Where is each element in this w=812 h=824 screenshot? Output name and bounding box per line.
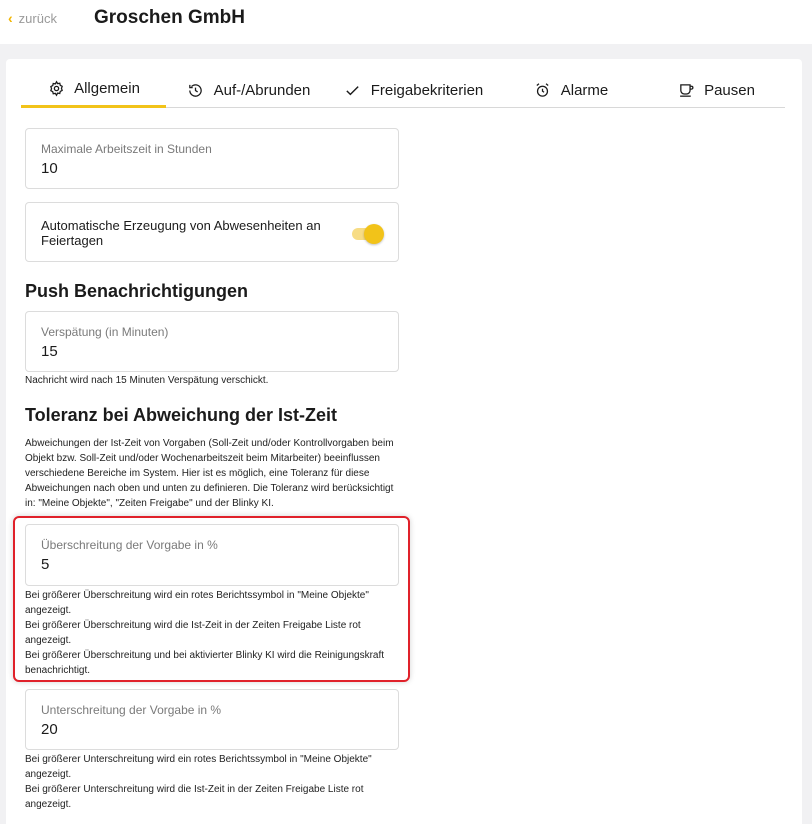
tab-bar <box>21 72 785 108</box>
field-value: 20 <box>41 721 58 738</box>
top-bar <box>0 0 812 44</box>
tab-label: Freigabekriterien <box>370 81 484 99</box>
field-label: Überschreitung der Vorgabe in % <box>41 538 218 552</box>
over-tolerance-field[interactable] <box>25 524 399 586</box>
under-tolerance-field[interactable] <box>25 689 399 750</box>
field-label: Verspätung (in Minuten) <box>41 325 169 339</box>
under-hint-1: Bei größerer Unterschreitung wird ein rotes Berichtssymbol in "Meine Objekte" angezeigt. <box>25 754 372 780</box>
field-label: Unterschreitung der Vorgabe in % <box>41 703 222 717</box>
auto-absence-toggle[interactable] <box>350 223 384 243</box>
settings-card <box>6 59 802 824</box>
toggle-knob <box>364 224 384 244</box>
delay-hint: Nachricht wird nach 15 Minuten Verspätung verschickt. <box>25 375 269 386</box>
coffee-icon <box>677 81 695 99</box>
delay-field[interactable] <box>25 311 399 372</box>
push-heading: Push Benachrichtigungen <box>25 281 249 301</box>
back-label: zurück <box>18 10 57 26</box>
chevron-left-icon: ‹ <box>8 10 13 26</box>
auto-absence-label: Automatische Erzeugung von Abwesenheiten an Feiertagen <box>41 218 321 248</box>
check-icon <box>344 81 362 99</box>
field-value: 15 <box>41 343 58 360</box>
tab-label: Alarme <box>560 81 609 99</box>
page-title: Groschen GmbH <box>94 7 245 28</box>
field-value: 5 <box>41 556 50 573</box>
tab-label: Allgemein <box>74 80 140 97</box>
over-hint-2: Bei größerer Überschreitung wird die Ist-Zeit in der Zeiten Freigabe Liste rot angezeigt. <box>25 620 361 646</box>
tab-auf-abrunden[interactable] <box>176 72 321 108</box>
field-label: Maximale Arbeitszeit in Stunden <box>41 142 212 156</box>
history-icon <box>187 81 205 99</box>
max-hours-field[interactable] <box>25 128 399 189</box>
tolerance-heading: Toleranz bei Abweichung der Ist-Zeit <box>25 405 338 425</box>
back-link[interactable] <box>8 9 57 27</box>
gear-icon <box>47 80 65 98</box>
tolerance-description: Abweichungen der Ist-Zeit von Vorgaben (Soll-Zeit und/oder Kontrollvorgaben beim Objekt bzw. Soll-Zeit und/oder Wochenarbeitszeit beim Mitarbeiter) beeinflussen verschiedene Bereiche im System. Hier ist es möglich, eine Toleranz für diese Abweichungen nach oben und unten zu definieren. Die Toleranz wird berücksichtigt in: "Meine Objekte", "Zeiten Freigabe" und der Blinky KI. <box>25 438 394 509</box>
tab-alarme[interactable] <box>511 72 631 108</box>
alarm-icon <box>534 81 552 99</box>
over-hint-1: Bei größerer Überschreitung wird ein rotes Berichtssymbol in "Meine Objekte" angezeigt. <box>25 590 369 616</box>
auto-absence-setting <box>25 202 399 262</box>
tab-label: Auf-/Abrunden <box>213 81 311 99</box>
tab-allgemein[interactable] <box>21 72 166 108</box>
field-value: 10 <box>41 160 58 177</box>
tab-pausen[interactable] <box>656 72 776 108</box>
under-hint-2: Bei größerer Unterschreitung wird die Ist-Zeit in der Zeiten Freigabe Liste rot angezeigt. <box>25 784 364 810</box>
tab-label: Pausen <box>704 81 755 99</box>
over-hint-3: Bei größerer Überschreitung und bei aktivierter Blinky KI wird die Reinigungskraft benachrichtigt. <box>25 650 385 676</box>
tab-freigabekriterien[interactable] <box>331 72 496 108</box>
